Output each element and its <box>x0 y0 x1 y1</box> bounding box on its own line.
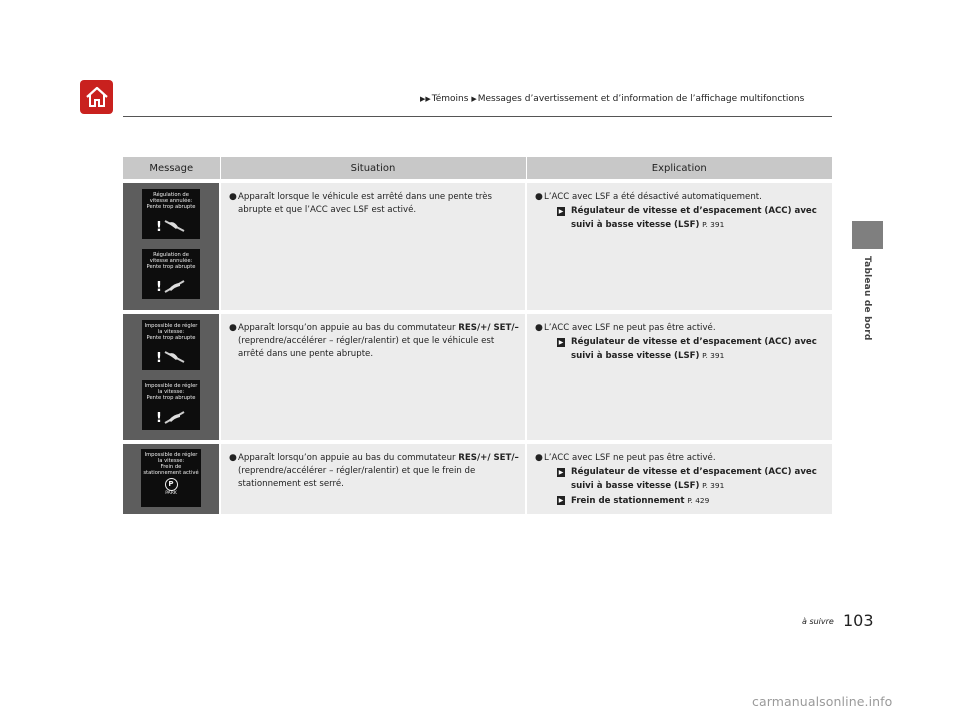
home-icon <box>85 86 109 108</box>
cross-reference-link[interactable] <box>557 466 826 493</box>
situation-text-part: Apparaît lorsqu’on appuie au bas du commutateur <box>238 323 459 333</box>
message-cell <box>123 444 220 514</box>
chapter-tab[interactable] <box>852 221 883 249</box>
home-button[interactable] <box>80 80 113 114</box>
reference-title: Frein de stationnement <box>571 496 685 506</box>
screen-line: Frein de <box>160 464 182 470</box>
table-header-row <box>123 157 832 179</box>
steep-slope-warning-icon <box>154 348 188 366</box>
table-row <box>123 183 832 310</box>
screen-line: Pente trop abrupte <box>146 395 196 401</box>
situation-cell <box>220 314 526 440</box>
screen-line: Régulation de <box>153 252 189 258</box>
reference-title: Régulateur de vitesse et d’espacement (ACC) avec suivi à basse vitesse (LSF) <box>571 467 817 491</box>
svg-text:!: ! <box>156 280 162 295</box>
reference-arrow-icon: ▶ <box>558 469 564 476</box>
reference-page: P. 391 <box>702 351 725 360</box>
situation-text-part: (reprendre/accélérer – régler/ralentir) et que le frein de stationnement est serré. <box>238 466 476 489</box>
svg-text:!: ! <box>156 220 162 235</box>
situation-bullet <box>229 191 519 217</box>
table-row <box>123 444 832 514</box>
situation-bullet <box>229 322 519 361</box>
screen-line: la vitesse: <box>157 458 185 464</box>
switch-name: RES/+/ SET/– <box>458 453 519 463</box>
cross-reference-link[interactable] <box>557 494 826 508</box>
svg-text:!: ! <box>156 351 162 366</box>
bullet-dot-icon: ● <box>535 453 543 463</box>
reference-title: Régulateur de vitesse et d’espacement (ACC) avec suivi à basse vitesse (LSF) <box>571 206 817 230</box>
situation-text-part: Apparaît lorsqu’on appuie au bas du commutateur <box>238 453 459 463</box>
bullet-dot-icon: ● <box>229 323 237 333</box>
explication-cell <box>526 183 832 310</box>
screen-line: la vitesse: <box>157 329 185 335</box>
table-row <box>123 314 832 440</box>
steep-incline-warning-icon <box>154 277 188 295</box>
mid-screen <box>141 449 201 507</box>
bullet-dot-icon: ● <box>535 192 543 202</box>
situation-cell <box>220 183 526 310</box>
column-header-message: Message <box>123 157 220 179</box>
parking-brake-icon <box>165 478 178 491</box>
reference-title: Régulateur de vitesse et d’espacement (ACC) avec suivi à basse vitesse (LSF) <box>571 337 817 361</box>
breadcrumb-arrow-icon: ▶ <box>471 95 477 103</box>
column-header-explication: Explication <box>526 157 832 179</box>
reference-page: P. 391 <box>702 481 725 490</box>
screen-line: Impossible de régler <box>144 452 198 458</box>
chapter-label: Tableau de bord <box>862 256 872 341</box>
parking-brake-icon-letter: P <box>168 480 174 488</box>
breadcrumb <box>420 94 804 104</box>
explication-bullet <box>535 191 826 204</box>
screen-line: Pente trop abrupte <box>146 335 196 341</box>
bullet-dot-icon: ● <box>229 192 237 202</box>
screen-line: Impossible de régler <box>144 323 198 329</box>
breadcrumb-item-temoins[interactable]: Témoins <box>431 94 469 104</box>
reference-arrow-icon: ▶ <box>558 339 564 346</box>
message-table <box>123 157 832 514</box>
mid-screen <box>142 189 200 239</box>
steep-slope-warning-icon <box>154 217 188 235</box>
explication-text: L’ACC avec LSF ne peut pas être activé. <box>544 323 716 333</box>
screen-line: stationnement activé <box>143 470 199 476</box>
screen-line: Impossible de régler <box>144 383 198 389</box>
page-number: 103 <box>843 611 874 630</box>
situation-cell <box>220 444 526 514</box>
breadcrumb-item-messages: Messages d’avertissement et d’information de l’affichage multifonctions <box>477 94 805 104</box>
explication-bullet <box>535 452 826 465</box>
mid-screen <box>142 249 200 299</box>
continued-label: à suivre <box>802 617 834 626</box>
situation-text <box>238 322 519 361</box>
mid-screen <box>142 320 200 370</box>
message-cell <box>123 314 220 440</box>
explication-cell <box>526 444 832 514</box>
screen-line: la vitesse: <box>157 389 185 395</box>
reference-arrow-icon: ▶ <box>558 497 564 504</box>
screen-line: Pente trop abrupte <box>146 264 196 270</box>
screen-line: vitesse annulée: <box>149 258 193 264</box>
svg-text:!: ! <box>156 411 162 426</box>
screen-line: vitesse annulée: <box>149 198 193 204</box>
column-header-situation: Situation <box>220 157 526 179</box>
situation-bullet <box>229 452 519 491</box>
explication-text: L’ACC avec LSF ne peut pas être activé. <box>544 453 716 463</box>
reference-page: P. 429 <box>687 496 710 505</box>
screen-line: Régulation de <box>153 192 189 198</box>
breadcrumb-arrow-icon: ▶▶ <box>420 95 431 103</box>
cross-reference-link[interactable] <box>557 336 826 363</box>
situation-text <box>238 452 519 491</box>
explication-text: L’ACC avec LSF a été désactivé automatiquement. <box>544 192 762 202</box>
bullet-dot-icon: ● <box>535 323 543 333</box>
switch-name: RES/+/ SET/– <box>458 323 519 333</box>
bullet-dot-icon: ● <box>229 453 237 463</box>
mid-screen <box>142 380 200 430</box>
screen-line: Pente trop abrupte <box>146 204 196 210</box>
reference-arrow-icon: ▶ <box>558 208 564 215</box>
reference-page: P. 391 <box>702 220 725 229</box>
message-cell <box>123 183 220 310</box>
watermark: carmanualsonline.info <box>752 694 893 709</box>
parking-brake-caption: PARK <box>165 491 177 496</box>
situation-text-part: (reprendre/accélérer – régler/ralentir) et que le véhicule est arrêté dans une pente abrupte. <box>238 336 495 359</box>
situation-text: Apparaît lorsque le véhicule est arrêté dans une pente très abrupte et que l’ACC avec LSF est activé. <box>238 192 492 215</box>
explication-bullet <box>535 322 826 335</box>
explication-cell <box>526 314 832 440</box>
cross-reference-link[interactable] <box>557 205 826 232</box>
steep-incline-warning-icon <box>154 408 188 426</box>
header-rule <box>123 116 832 117</box>
